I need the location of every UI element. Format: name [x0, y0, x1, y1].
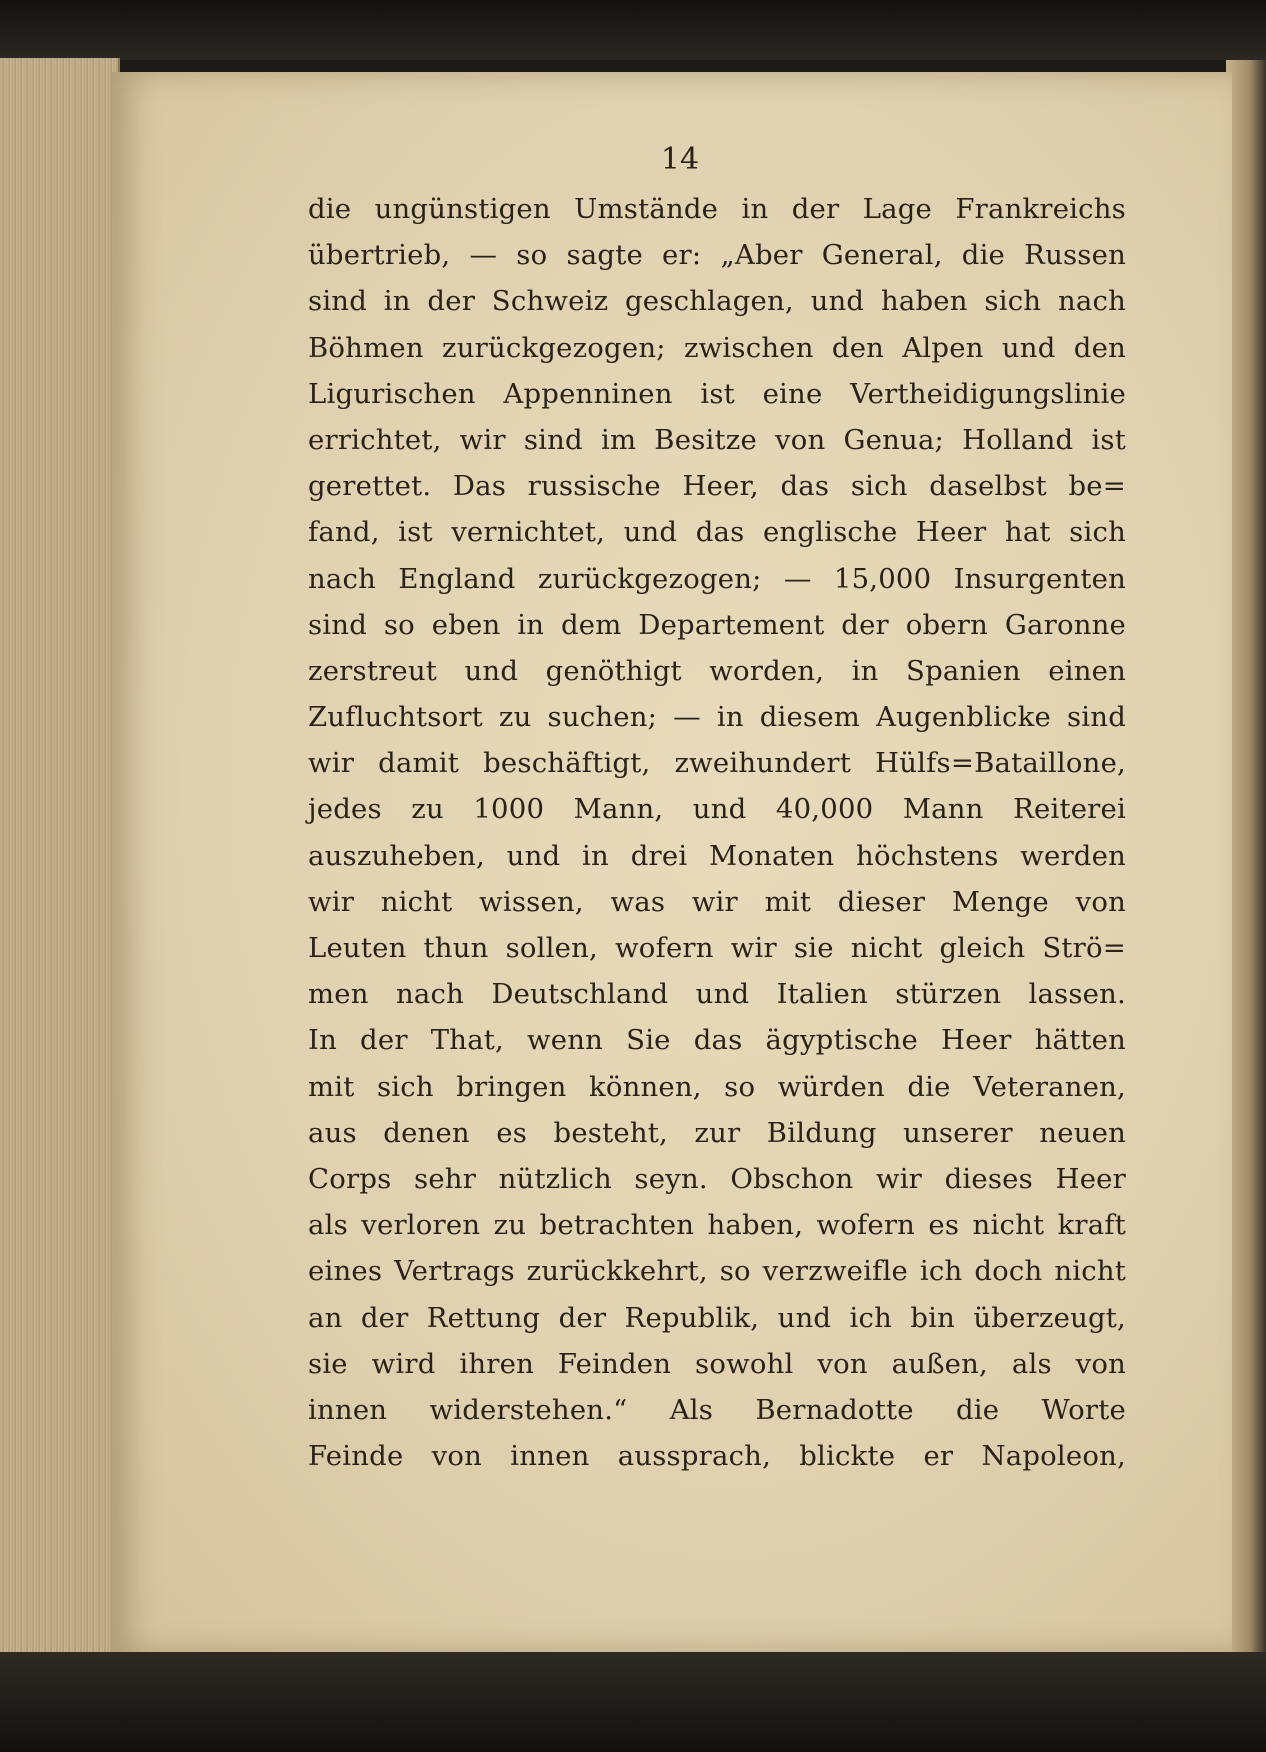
text-line-21: aus denen es besteht, zur Bildung unserer neuen	[308, 1116, 1126, 1149]
text-line-1: die ungünstigen Umstände in der Lage Frankreichs	[308, 193, 1126, 225]
background-shadow-top	[0, 0, 1266, 60]
background-shadow-bottom	[0, 1652, 1266, 1752]
text-line-10: sind so eben in dem Departement der obern Garonne	[308, 608, 1126, 641]
text-line-13: wir damit beschäftigt, zweihundert Hülfs=Bataillone,	[308, 747, 1126, 780]
text-line-16: wir nicht wissen, was wir mit dieser Menge von	[308, 885, 1126, 918]
text-line-23: als verloren zu betrachten haben, wofern es nicht kraft	[308, 1209, 1126, 1242]
text-line-25: an der Rettung der Republik, und ich bin überzeugt,	[308, 1301, 1126, 1334]
text-line-24: eines Vertrags zurückkehrt, so verzweifle ich doch nicht	[308, 1255, 1126, 1288]
page-stack-edge	[0, 58, 120, 1664]
text-line-8: fand, ist vernichtet, und das englische Heer hat sich	[308, 516, 1126, 549]
body-text	[308, 186, 1126, 1479]
text-line-2: übertrieb, — so sagte er: „Aber General, die Russen	[308, 239, 1126, 272]
text-line-4: Böhmen zurückgezogen; zwischen den Alpen und den	[308, 331, 1126, 364]
text-line-5: Ligurischen Appenninen ist eine Vertheidigungslinie	[308, 377, 1126, 410]
text-line-22: Corps sehr nützlich seyn. Obschon wir dieses Heer	[308, 1162, 1126, 1195]
text-line-7: gerettet. Das russische Heer, das sich daselbst be=	[308, 470, 1126, 503]
text-line-17: Leuten thun sollen, wofern wir sie nicht gleich Strö=	[308, 932, 1126, 964]
text-line-28: Feinde von innen aussprach, blickte er Napoleon,	[308, 1440, 1126, 1473]
text-line-18: men nach Deutschland und Italien stürzen lassen.	[308, 978, 1126, 1011]
text-line-3: sind in der Schweiz geschlagen, und haben sich nach	[308, 285, 1126, 318]
text-line-11: zerstreut und genöthigt worden, in Spanien einen	[308, 654, 1126, 687]
text-line-9: nach England zurückgezogen; — 15,000 Insurgenten	[308, 562, 1126, 595]
text-line-27: innen widerstehen.“ Als Bernadotte die Worte	[308, 1393, 1126, 1426]
page-right-edge	[1226, 60, 1266, 1660]
text-line-19: In der That, wenn Sie das ägyptische Heer hätten	[308, 1024, 1126, 1057]
page-number: 14	[660, 142, 700, 177]
text-line-15: auszuheben, und in drei Monaten höchstens werden	[308, 839, 1126, 872]
text-line-6: errichtet, wir sind im Besitze von Genua; Holland ist	[308, 423, 1126, 456]
text-line-12: Zufluchtsort zu suchen; — in diesem Augenblicke sind	[308, 701, 1126, 734]
text-line-26: sie wird ihren Feinden sowohl von außen, als von	[308, 1347, 1126, 1380]
text-line-14: jedes zu 1000 Mann, und 40,000 Mann Reiterei	[308, 793, 1126, 826]
text-line-20: mit sich bringen können, so würden die Veteranen,	[308, 1070, 1126, 1103]
